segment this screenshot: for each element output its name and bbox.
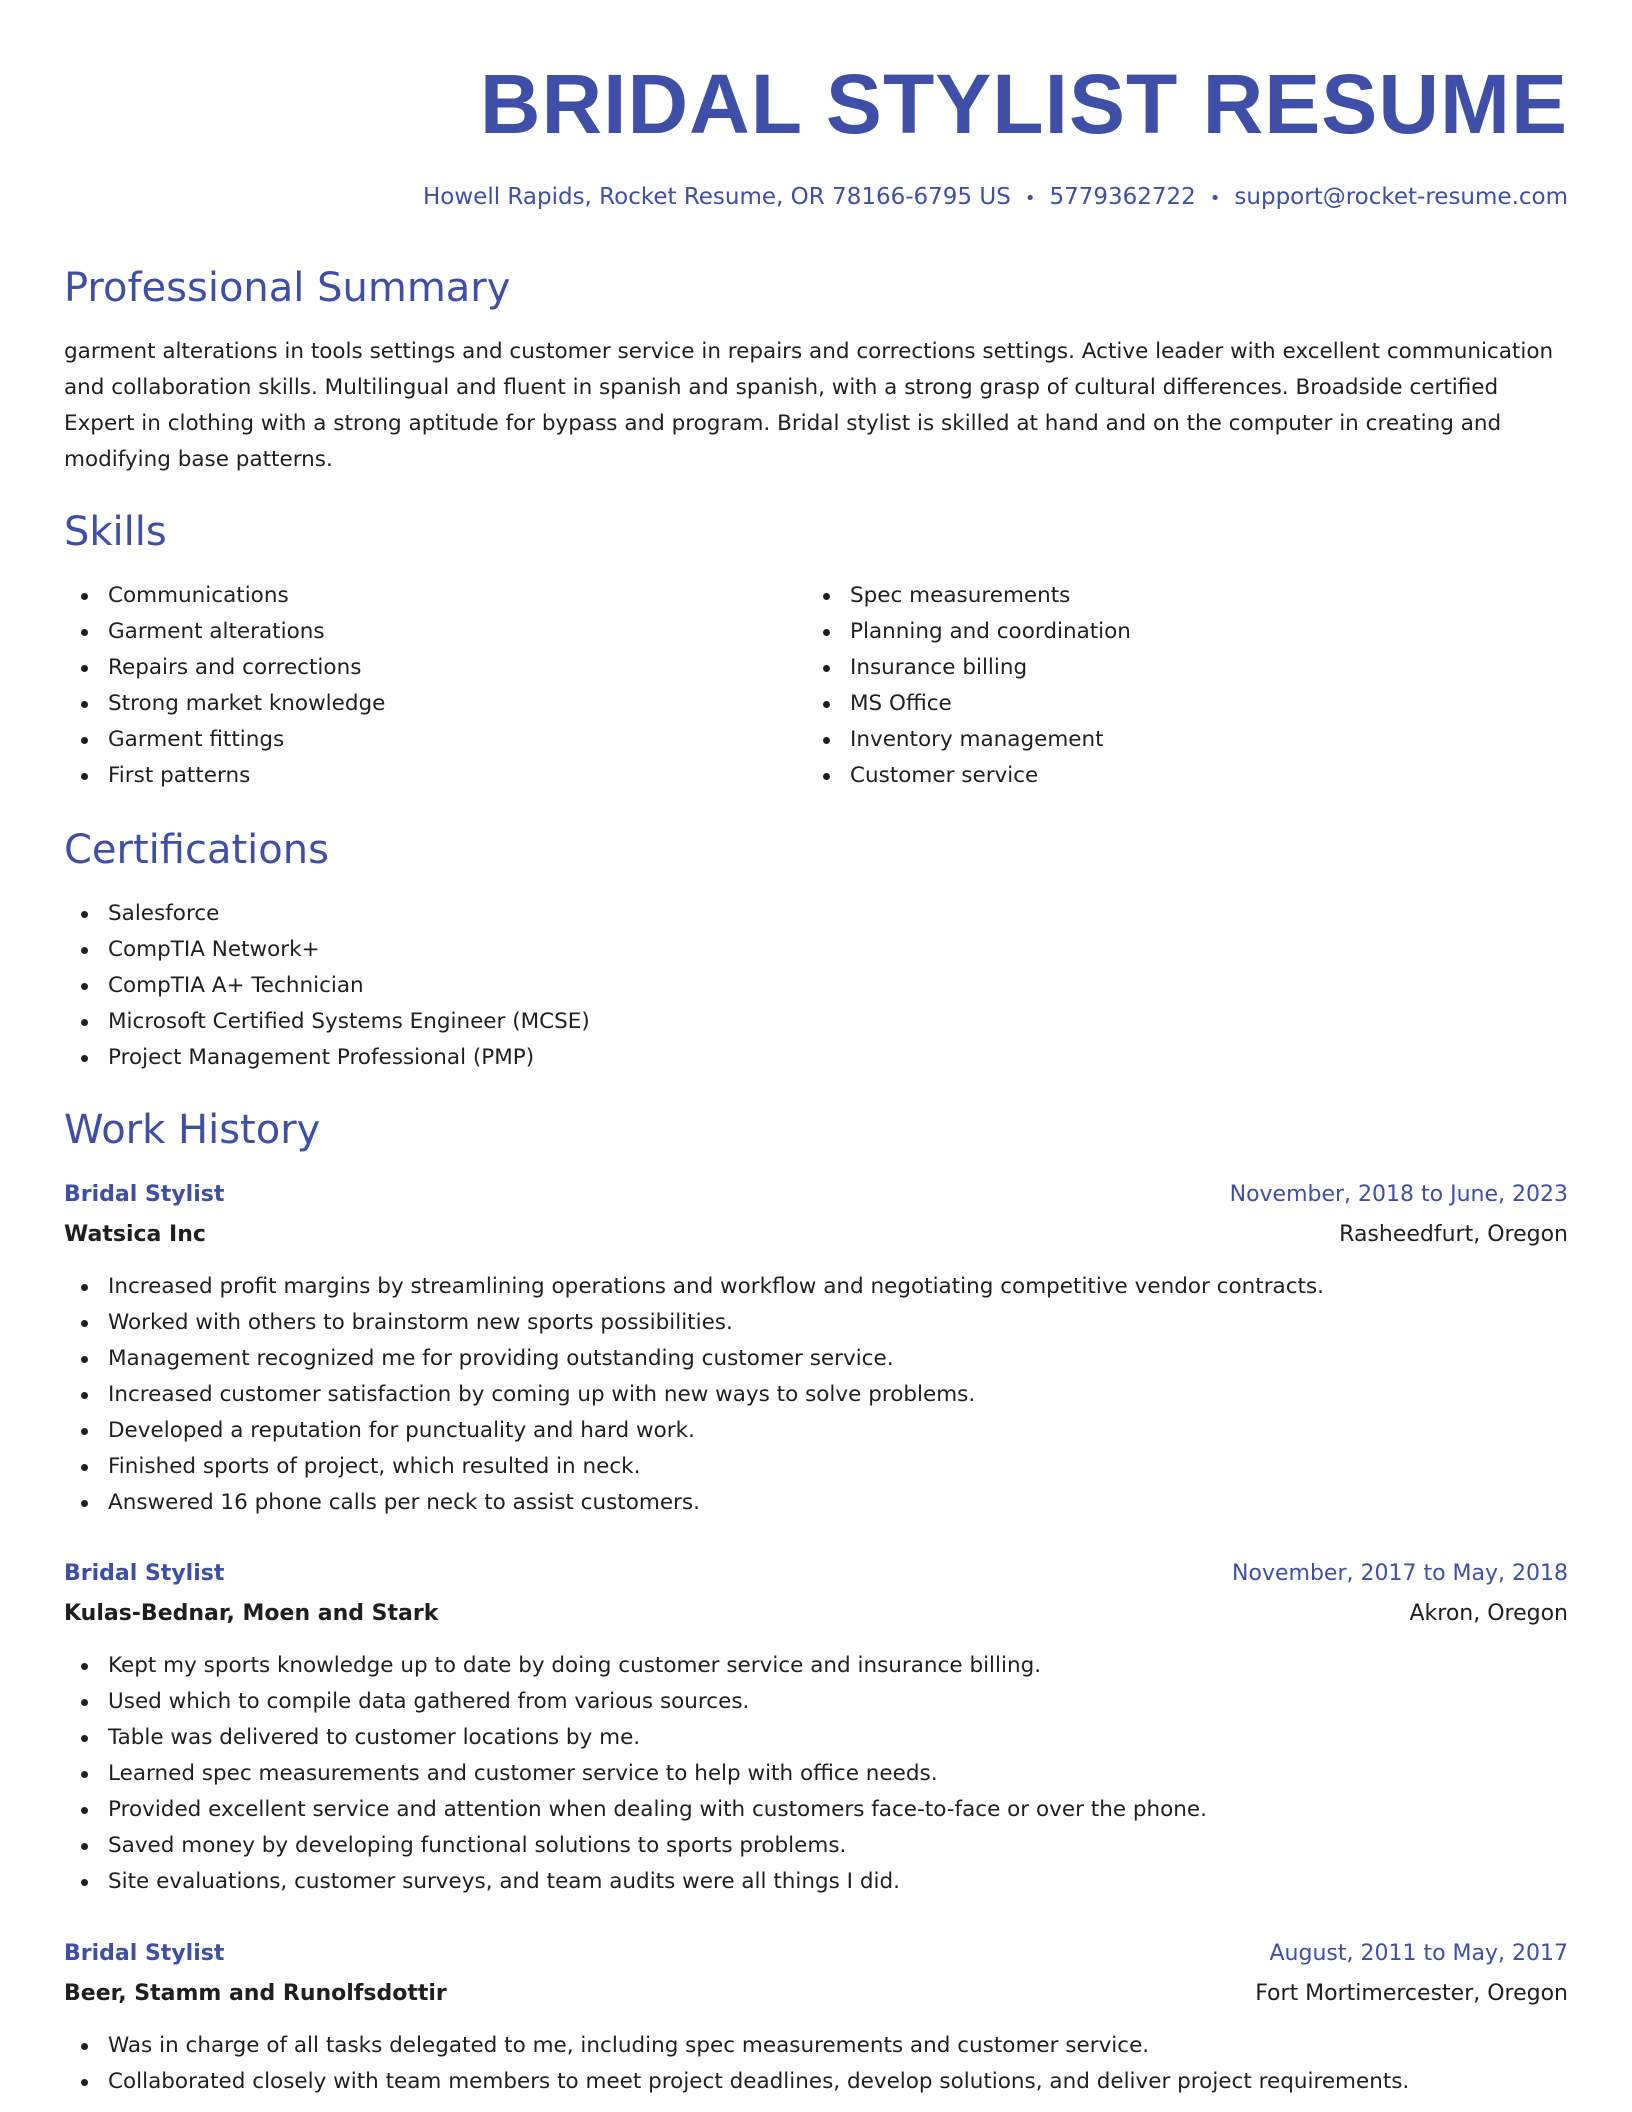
section-heading-skills: Skills xyxy=(64,509,167,555)
list-item: Used which to compile data gathered from various sources. xyxy=(64,1684,1568,1720)
list-item: Increased profit margins by streamlining operations and workflow and negotiating competitive vendor contracts. xyxy=(64,1269,1568,1305)
list-item: Inventory management xyxy=(806,722,1131,758)
list-item: CompTIA Network+ xyxy=(64,932,590,968)
list-item: Garment fittings xyxy=(64,722,385,758)
section-heading-work-history: Work History xyxy=(64,1107,321,1153)
job-entry xyxy=(64,1936,1568,2100)
job-entry xyxy=(64,1177,1568,1521)
job-location: Akron, Oregon xyxy=(1409,1601,1568,1626)
job-entry xyxy=(64,1556,1568,1900)
list-item: Increased customer satisfaction by coming up with new ways to solve problems. xyxy=(64,1377,1568,1413)
list-item: Worked with others to brainstorm new sports possibilities. xyxy=(64,1305,1568,1341)
list-item: Developed a reputation for punctuality and hard work. xyxy=(64,1413,1568,1449)
list-item: Learned spec measurements and customer service to help with office needs. xyxy=(64,1756,1568,1792)
job-company: Kulas-Bednar, Moen and Stark xyxy=(64,1601,439,1626)
job-title: Bridal Stylist xyxy=(64,1182,225,1207)
contact-line xyxy=(423,182,1568,214)
list-item: Was in charge of all tasks delegated to me, including spec measurements and customer service. xyxy=(64,2028,1568,2064)
list-item: Kept my sports knowledge up to date by doing customer service and insurance billing. xyxy=(64,1648,1568,1684)
list-item: Planning and coordination xyxy=(806,614,1131,650)
job-bullets xyxy=(64,1648,1568,1900)
list-item: Garment alterations xyxy=(64,614,385,650)
list-item: Provided excellent service and attention when dealing with customers face-to-face or over the phone. xyxy=(64,1792,1568,1828)
skills-column-left xyxy=(64,578,385,794)
list-item: Repairs and corrections xyxy=(64,650,385,686)
contact-email: support@rocket-resume.com xyxy=(1234,184,1568,210)
list-item: Spec measurements xyxy=(806,578,1131,614)
list-item: Table was delivered to customer locations by me. xyxy=(64,1720,1568,1756)
list-item: Project Management Professional (PMP) xyxy=(64,1040,590,1076)
section-heading-certifications: Certifications xyxy=(64,827,329,873)
contact-address: Howell Rapids, Rocket Resume, OR 78166-6795 US xyxy=(423,184,1011,210)
list-item: Site evaluations, customer surveys, and team audits were all things I did. xyxy=(64,1864,1568,1900)
job-company-row xyxy=(64,1217,1568,1257)
list-item: MS Office xyxy=(806,686,1131,722)
job-bullets xyxy=(64,1269,1568,1521)
summary-text: garment alterations in tools settings and customer service in repairs and corrections settings. Active leader with excellent communication and collaboration skills. Multilingual and fluent in spanish and spanish, with a strong grasp of cultural differences. Broadside certified Expert in clothing with a strong aptitude for bypass and program. Bridal stylist is skilled at hand and on the computer in creating and modifying base patterns. xyxy=(64,339,1554,472)
job-title: Bridal Stylist xyxy=(64,1561,225,1586)
job-header-row xyxy=(64,1936,1568,1976)
job-company-row xyxy=(64,1596,1568,1636)
resume-title: BRIDAL STYLIST RESUME xyxy=(479,57,1568,151)
list-item: Saved money by developing functional solutions to sports problems. xyxy=(64,1828,1568,1864)
skills-column-right xyxy=(806,578,1131,794)
skills-list-left xyxy=(64,578,385,794)
contact-phone: 5779362722 xyxy=(1049,184,1196,210)
skills-list-right xyxy=(806,578,1131,794)
list-item: Communications xyxy=(64,578,385,614)
job-dates: November, 2018 to June, 2023 xyxy=(1229,1182,1568,1207)
contact-separator: • xyxy=(1209,188,1221,209)
job-company-row xyxy=(64,1976,1568,2016)
list-item: Customer service xyxy=(806,758,1131,794)
section-heading-summary: Professional Summary xyxy=(64,265,511,311)
job-location: Rasheedfurt, Oregon xyxy=(1339,1222,1568,1247)
job-header-row xyxy=(64,1556,1568,1596)
list-item: Insurance billing xyxy=(806,650,1131,686)
job-dates: August, 2011 to May, 2017 xyxy=(1269,1941,1568,1966)
list-item: CompTIA A+ Technician xyxy=(64,968,590,1004)
list-item: Microsoft Certified Systems Engineer (MCSE) xyxy=(64,1004,590,1040)
list-item: Answered 16 phone calls per neck to assist customers. xyxy=(64,1485,1568,1521)
job-title: Bridal Stylist xyxy=(64,1941,225,1966)
job-bullets xyxy=(64,2028,1568,2100)
list-item: First patterns xyxy=(64,758,385,794)
list-item: Collaborated closely with team members to meet project deadlines, develop solutions, and deliver project requirements. xyxy=(64,2064,1568,2100)
list-item: Salesforce xyxy=(64,896,590,932)
certifications-block xyxy=(64,896,590,1076)
job-header-row xyxy=(64,1177,1568,1217)
job-company: Watsica Inc xyxy=(64,1222,206,1247)
job-dates: November, 2017 to May, 2018 xyxy=(1232,1561,1568,1586)
contact-separator: • xyxy=(1024,188,1036,209)
list-item: Strong market knowledge xyxy=(64,686,385,722)
list-item: Management recognized me for providing outstanding customer service. xyxy=(64,1341,1568,1377)
job-location: Fort Mortimercester, Oregon xyxy=(1255,1981,1568,2006)
certifications-list xyxy=(64,896,590,1076)
job-company: Beer, Stamm and Runolfsdottir xyxy=(64,1981,447,2006)
list-item: Finished sports of project, which resulted in neck. xyxy=(64,1449,1568,1485)
